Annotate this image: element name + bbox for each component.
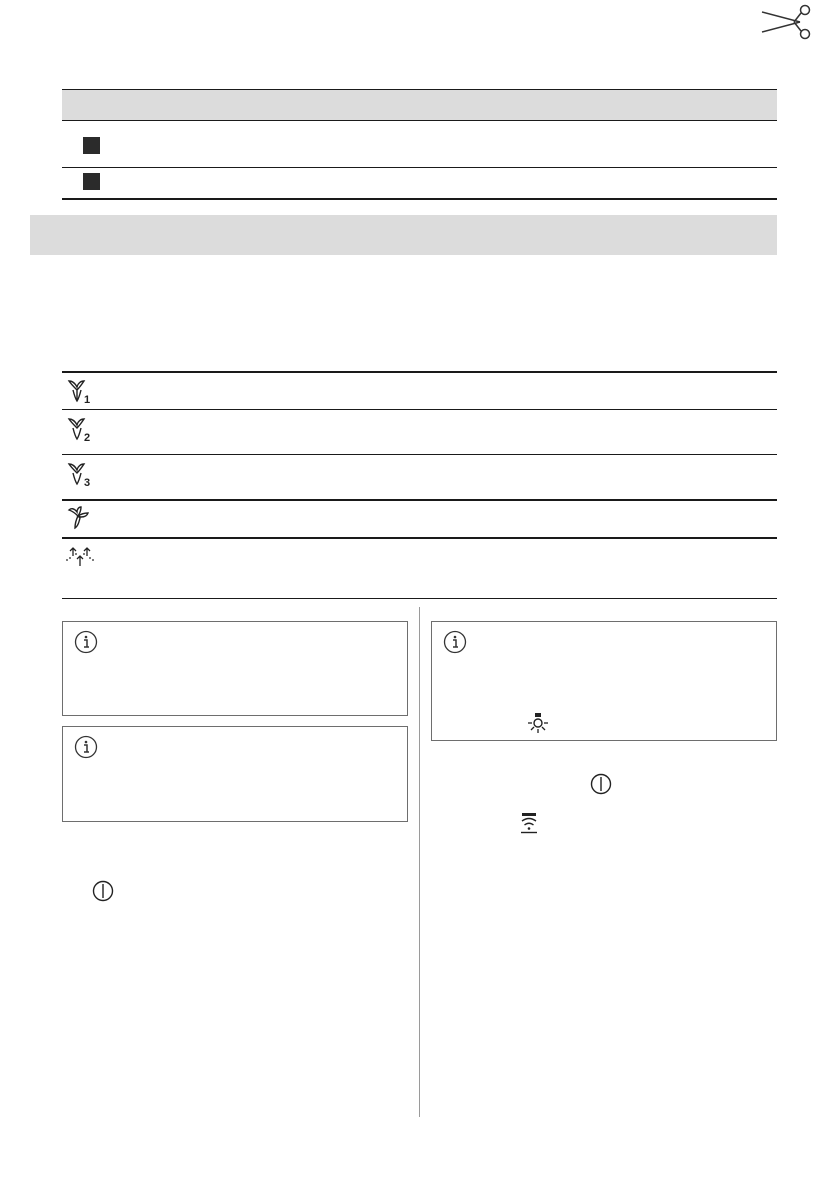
power-icon bbox=[92, 880, 114, 902]
note-box-right-top bbox=[431, 621, 777, 741]
svg-text:2: 2 bbox=[84, 432, 91, 444]
info-icon bbox=[74, 735, 98, 759]
info-icon bbox=[443, 630, 467, 654]
breeze-mode-icon bbox=[64, 542, 96, 570]
fan-table-rule-bottom bbox=[62, 598, 777, 599]
column-divider bbox=[419, 607, 420, 1117]
info-icon bbox=[74, 630, 98, 654]
section-heading-bar bbox=[30, 215, 777, 255]
light-bulb-icon bbox=[526, 711, 550, 735]
black-square-icon bbox=[83, 173, 100, 190]
hob2hood-wireless-icon bbox=[519, 812, 539, 834]
power-icon bbox=[590, 773, 612, 795]
top-table-rule-bottom bbox=[62, 198, 777, 200]
fan-table-rule-2 bbox=[62, 454, 777, 455]
top-table-rule-row1 bbox=[62, 167, 777, 168]
note-box-left-bottom bbox=[62, 726, 408, 822]
fan-speed-3-icon bbox=[66, 461, 94, 489]
fan-speed-1-icon bbox=[66, 378, 94, 406]
fan-table-rule-3 bbox=[62, 499, 777, 501]
svg-text:1: 1 bbox=[84, 394, 91, 406]
scissors-icon bbox=[754, 0, 814, 40]
top-table-rule-header bbox=[62, 120, 777, 121]
note-box-left-top bbox=[62, 621, 408, 716]
svg-text:3: 3 bbox=[84, 477, 91, 489]
black-square-icon bbox=[83, 137, 100, 154]
top-table-header bbox=[62, 90, 777, 120]
fan-boost-icon bbox=[66, 504, 94, 532]
fan-table-rule-1 bbox=[62, 409, 777, 410]
fan-table-rule-4 bbox=[62, 537, 777, 539]
fan-speed-2-icon bbox=[66, 416, 94, 444]
fan-table-rule-top bbox=[62, 371, 777, 373]
